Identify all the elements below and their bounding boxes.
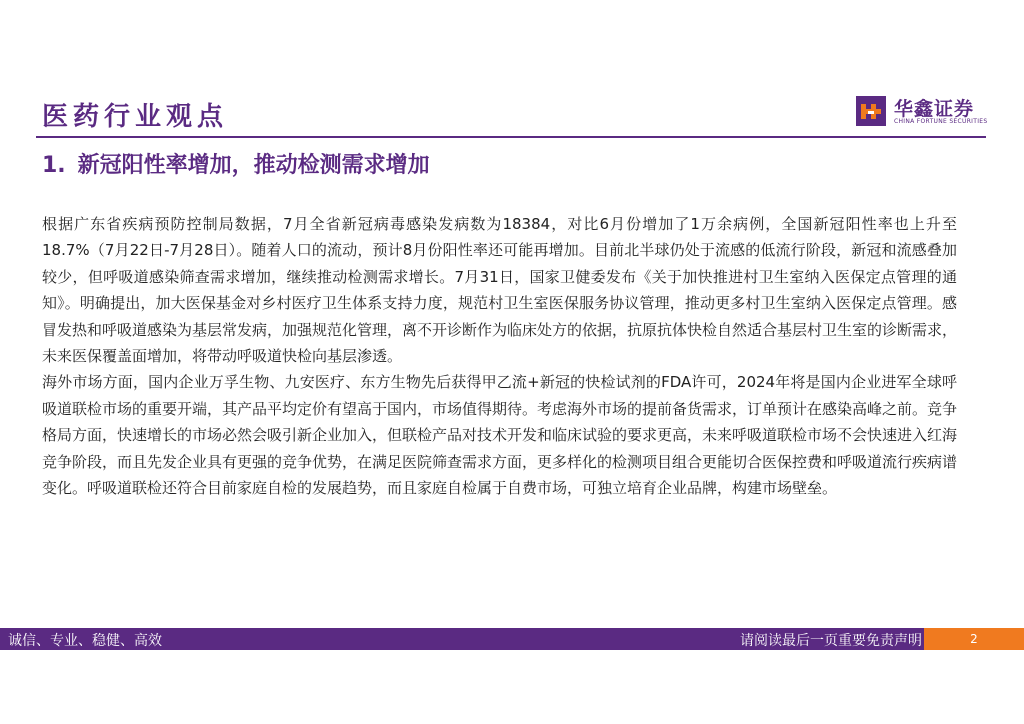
paragraph: 海外市场方面，国内企业万孚生物、九安医疗、东方生物先后获得甲乙流+新冠的快检试剂的FDA许可，2024年将是国内企业进军全球呼吸道联检市场的重要开端，其产品平均定价有望高于国内，市场值得期待。考虑海外市场的提前备货需求，订单预计在感染高峰之前。竞争格局方面，快速增长的市场必然会吸引新企业加入，但联检产品对技术开发和临床试验的要求更高，未来呼吸道联检市场不会快速进入红海竞争阶段，而且先发企业具有更强的竞争优势，在满足医院筛查需求方面，更多样化的检测项目组合更能切合医保控费和呼吸道流行疾病谱变化。呼吸道联检还符合目前家庭自检的发展趋势，而且家庭自检属于自费市场，可独立培育企业品牌，构建市场壁垒。 <box>42 373 958 498</box>
paragraph: 根据广东省疾病预防控制局数据，7月全省新冠病毒感染发病数为18384，对比6月份增加了1万余病例，全国新冠阳性率也上升至18.7%（7月22日-7月28日）。随着人口的流动，预计8月份阳性率还可能再增加。目前北半球仍处于流感的低流行阶段，新冠和流感叠加较少，但呼吸道感染筛查需求增加，继续推动检测需求增长。7月31日，国家卫健委发布《关于加快推进村卫生室纳入医保定点管理的通知》。明确提出，加大医保基金对乡村医疗卫生体系支持力度，规范村卫生室医保服务协议管理，推动更多村卫生室纳入医保定点管理。感冒发热和呼吸道感染为基层常发病，加强规范化管理，离不开诊断作为临床处方的依据，抗原抗体快检自然适合基层村卫生室的诊断需求，未来医保覆盖面增加，将带动呼吸道快检向基层渗透。 <box>42 215 958 366</box>
title-divider <box>36 136 986 138</box>
footer-disclaimer: 请阅读最后一页重要免责声明 <box>740 633 922 649</box>
page-number: 2 <box>924 628 1024 650</box>
logo-text-cn: 华鑫证券 <box>894 98 975 120</box>
section-number: 1. <box>42 153 66 178</box>
footer-bar <box>0 628 1024 650</box>
company-logo <box>856 96 986 128</box>
body-text <box>42 211 957 501</box>
logo-text-en: CHINA FORTUNE SECURITIES <box>894 118 988 125</box>
page-title: 医药行业观点 <box>42 102 229 132</box>
footer-slogan: 诚信、专业、稳健、高效 <box>8 633 162 649</box>
logo-mark-icon <box>856 96 886 126</box>
section-heading-text: 新冠阳性率增加，推动检测需求增加 <box>77 153 430 178</box>
section-heading <box>42 148 430 179</box>
